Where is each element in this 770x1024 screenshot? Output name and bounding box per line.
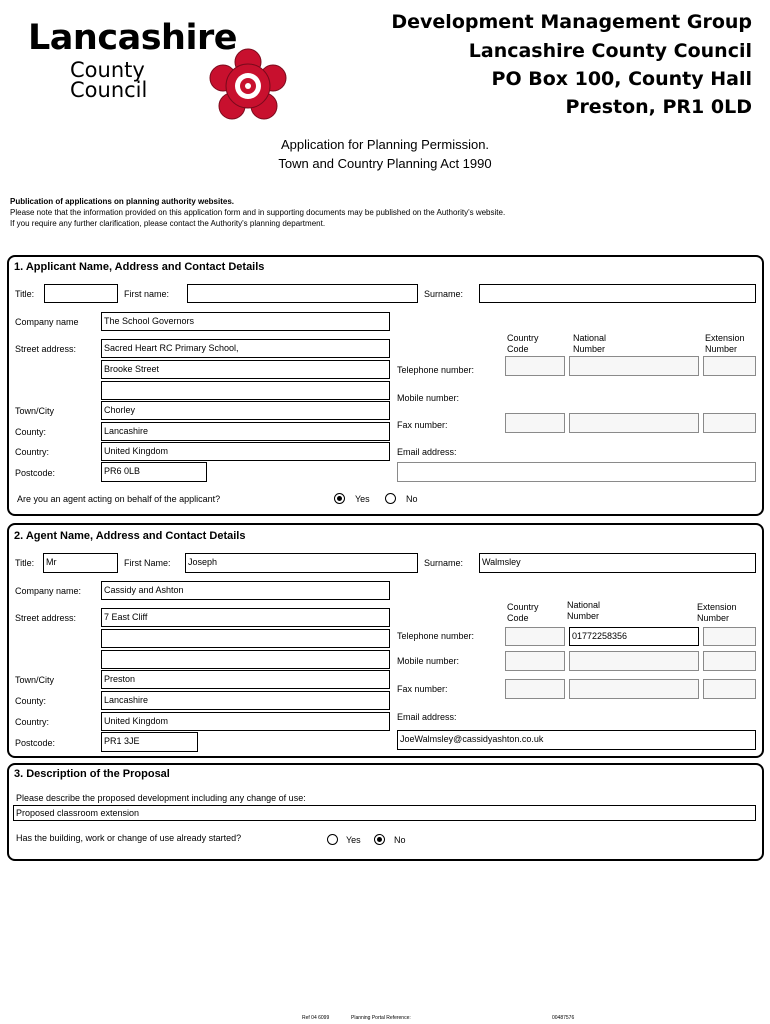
publication-line-1: Please note that the information provided on this application form and in supporting documents may be published on the Authority's website. (10, 208, 506, 217)
applicant-fax-label: Fax number: (397, 420, 448, 430)
applicant-title-label: Title: (15, 289, 35, 299)
started-question-text: Has the building, work or change of use already started? (16, 833, 242, 843)
proposal-description-field[interactable]: Proposed classroom extension (13, 805, 756, 821)
applicant-street-line-3[interactable] (101, 381, 390, 400)
agent-postcode-field[interactable]: PR1 3JE (101, 732, 198, 752)
country-code-header-text: Country Code (507, 333, 539, 354)
agent-county-field[interactable]: Lancashire (101, 691, 390, 710)
applicant-fax-national[interactable] (569, 413, 699, 433)
applicant-title-field[interactable] (44, 284, 118, 303)
publication-notice (10, 196, 505, 229)
agent-extension-header (697, 602, 747, 624)
applicant-first-name-label: First name: (124, 289, 170, 299)
agent-country-code-header-text: Country Code (507, 602, 539, 623)
agent-town-label: Town/City (15, 675, 55, 685)
applicant-national-number-header (573, 333, 623, 355)
agent-county-label: County: (15, 696, 47, 706)
agent-street-line-1[interactable]: 7 East Cliff (101, 608, 390, 627)
address-line-3: PO Box 100, County Hall (491, 68, 752, 90)
agent-title-field[interactable]: Mr (43, 553, 118, 573)
applicant-postcode-field[interactable]: PR6 0LB (101, 462, 207, 482)
agent-country-code-header (507, 602, 557, 624)
agent-email-label: Email address: (397, 712, 457, 722)
agent-fax-country-code[interactable] (505, 679, 565, 699)
applicant-company-field[interactable]: The School Governors (101, 312, 390, 331)
section-2-title: 2. Agent Name, Address and Contact Details (14, 530, 246, 542)
applicant-country-field[interactable]: United Kingdom (101, 442, 390, 461)
agent-company-label: Company name: (15, 586, 82, 596)
agent-national-number-header (567, 600, 617, 622)
agent-fax-national[interactable] (569, 679, 699, 699)
address-line-1: Development Management Group (391, 11, 752, 33)
address-line-4: Preston, PR1 0LD (565, 96, 752, 118)
agent-surname-label: Surname: (424, 558, 464, 568)
agent-street-line-2[interactable] (101, 629, 390, 648)
applicant-extension-header (705, 333, 755, 355)
footer-portal-label: Planning Portal Reference: (351, 1015, 411, 1021)
started-no-radio[interactable] (374, 834, 385, 845)
agent-mobile-label: Mobile number: (397, 656, 460, 666)
agent-email-field[interactable]: JoeWalmsley@cassidyashton.co.uk (397, 730, 756, 750)
applicant-mobile-label: Mobile number: (397, 393, 460, 403)
describe-label: Please describe the proposed development including any change of use: (16, 793, 306, 803)
agent-mobile-national[interactable] (569, 651, 699, 671)
agent-question-text: Are you an agent acting on behalf of the applicant? (17, 494, 221, 504)
applicant-town-field[interactable]: Chorley (101, 401, 390, 420)
logo-text-lancashire: Lancashire (28, 18, 237, 58)
agent-company-field[interactable]: Cassidy and Ashton (101, 581, 390, 600)
agent-title-label: Title: (15, 558, 35, 568)
applicant-telephone-label: Telephone number: (397, 365, 475, 375)
applicant-country-label: Country: (15, 447, 50, 457)
publication-heading: Publication of applications on planning authority websites. (10, 197, 235, 206)
extension-header-text: Extension Number (705, 333, 745, 354)
applicant-street-line-2[interactable]: Brooke Street (101, 360, 390, 379)
applicant-company-label: Company name (15, 317, 79, 327)
applicant-street-label: Street address: (15, 344, 77, 354)
agent-surname-field[interactable]: Walmsley (479, 553, 756, 573)
agent-street-label: Street address: (15, 613, 77, 623)
applicant-email-field[interactable] (397, 462, 756, 482)
applicant-county-label: County: (15, 427, 47, 437)
title-line-2: Town and Country Planning Act 1990 (278, 156, 492, 171)
applicant-county-field[interactable]: Lancashire (101, 422, 390, 441)
title-line-1: Application for Planning Permission. (280, 137, 490, 152)
agent-mobile-extension[interactable] (703, 651, 756, 671)
national-number-header-text: National Number (573, 333, 607, 354)
address-line-2: Lancashire County Council (468, 40, 752, 62)
footer-portal-value: 00487576 (552, 1015, 575, 1021)
agent-tel-national[interactable]: 01772258356 (569, 627, 699, 646)
started-no-label: No (394, 835, 406, 845)
started-yes-label: Yes (346, 835, 361, 845)
agent-extension-header-text: Extension Number (697, 602, 737, 623)
logo-text-council: Council (70, 78, 148, 102)
section-3-title: 3. Description of the Proposal (14, 768, 170, 780)
applicant-fax-extension[interactable] (703, 413, 756, 433)
agent-yes-label: Yes (355, 494, 370, 504)
logo-text-county: County (70, 58, 145, 82)
agent-first-name-label: First Name: (124, 558, 171, 568)
agent-country-field[interactable]: United Kingdom (101, 712, 390, 731)
council-logo (12, 8, 340, 124)
agent-country-label: Country: (15, 717, 50, 727)
applicant-surname-label: Surname: (424, 289, 464, 299)
applicant-town-label: Town/City (15, 406, 55, 416)
applicant-first-name-field[interactable] (187, 284, 418, 303)
footer-ref: Ref 04 6099 (302, 1015, 330, 1021)
applicant-tel-national[interactable] (569, 356, 699, 376)
agent-no-radio[interactable] (385, 493, 396, 504)
applicant-street-line-1[interactable]: Sacred Heart RC Primary School, (101, 339, 390, 358)
agent-fax-label: Fax number: (397, 684, 448, 694)
applicant-postcode-label: Postcode: (15, 468, 56, 478)
agent-tel-extension[interactable] (703, 627, 756, 646)
document-title (0, 135, 770, 173)
applicant-surname-field[interactable] (479, 284, 756, 303)
started-yes-radio[interactable] (327, 834, 338, 845)
applicant-country-code-header (507, 333, 557, 355)
agent-national-number-header-text: National Number (567, 600, 601, 621)
section-1-title: 1. Applicant Name, Address and Contact Details (14, 261, 265, 273)
agent-fax-extension[interactable] (703, 679, 756, 699)
agent-first-name-field[interactable]: Joseph (185, 553, 418, 573)
agent-postcode-label: Postcode: (15, 738, 56, 748)
applicant-email-label: Email address: (397, 447, 457, 457)
publication-line-2: If you require any further clarification, please contact the Authority's planning department. (10, 219, 326, 228)
agent-no-label: No (406, 494, 418, 504)
applicant-tel-country-code[interactable] (505, 356, 565, 376)
red-rose-icon (207, 48, 289, 124)
agent-telephone-label: Telephone number: (397, 631, 475, 641)
agent-tel-country-code[interactable] (505, 627, 565, 646)
agent-yes-radio[interactable] (334, 493, 345, 504)
agent-mobile-country-code[interactable] (505, 651, 565, 671)
agent-town-field[interactable]: Preston (101, 670, 390, 689)
applicant-fax-country-code[interactable] (505, 413, 565, 433)
applicant-tel-extension[interactable] (703, 356, 756, 376)
agent-street-line-3[interactable] (101, 650, 390, 669)
